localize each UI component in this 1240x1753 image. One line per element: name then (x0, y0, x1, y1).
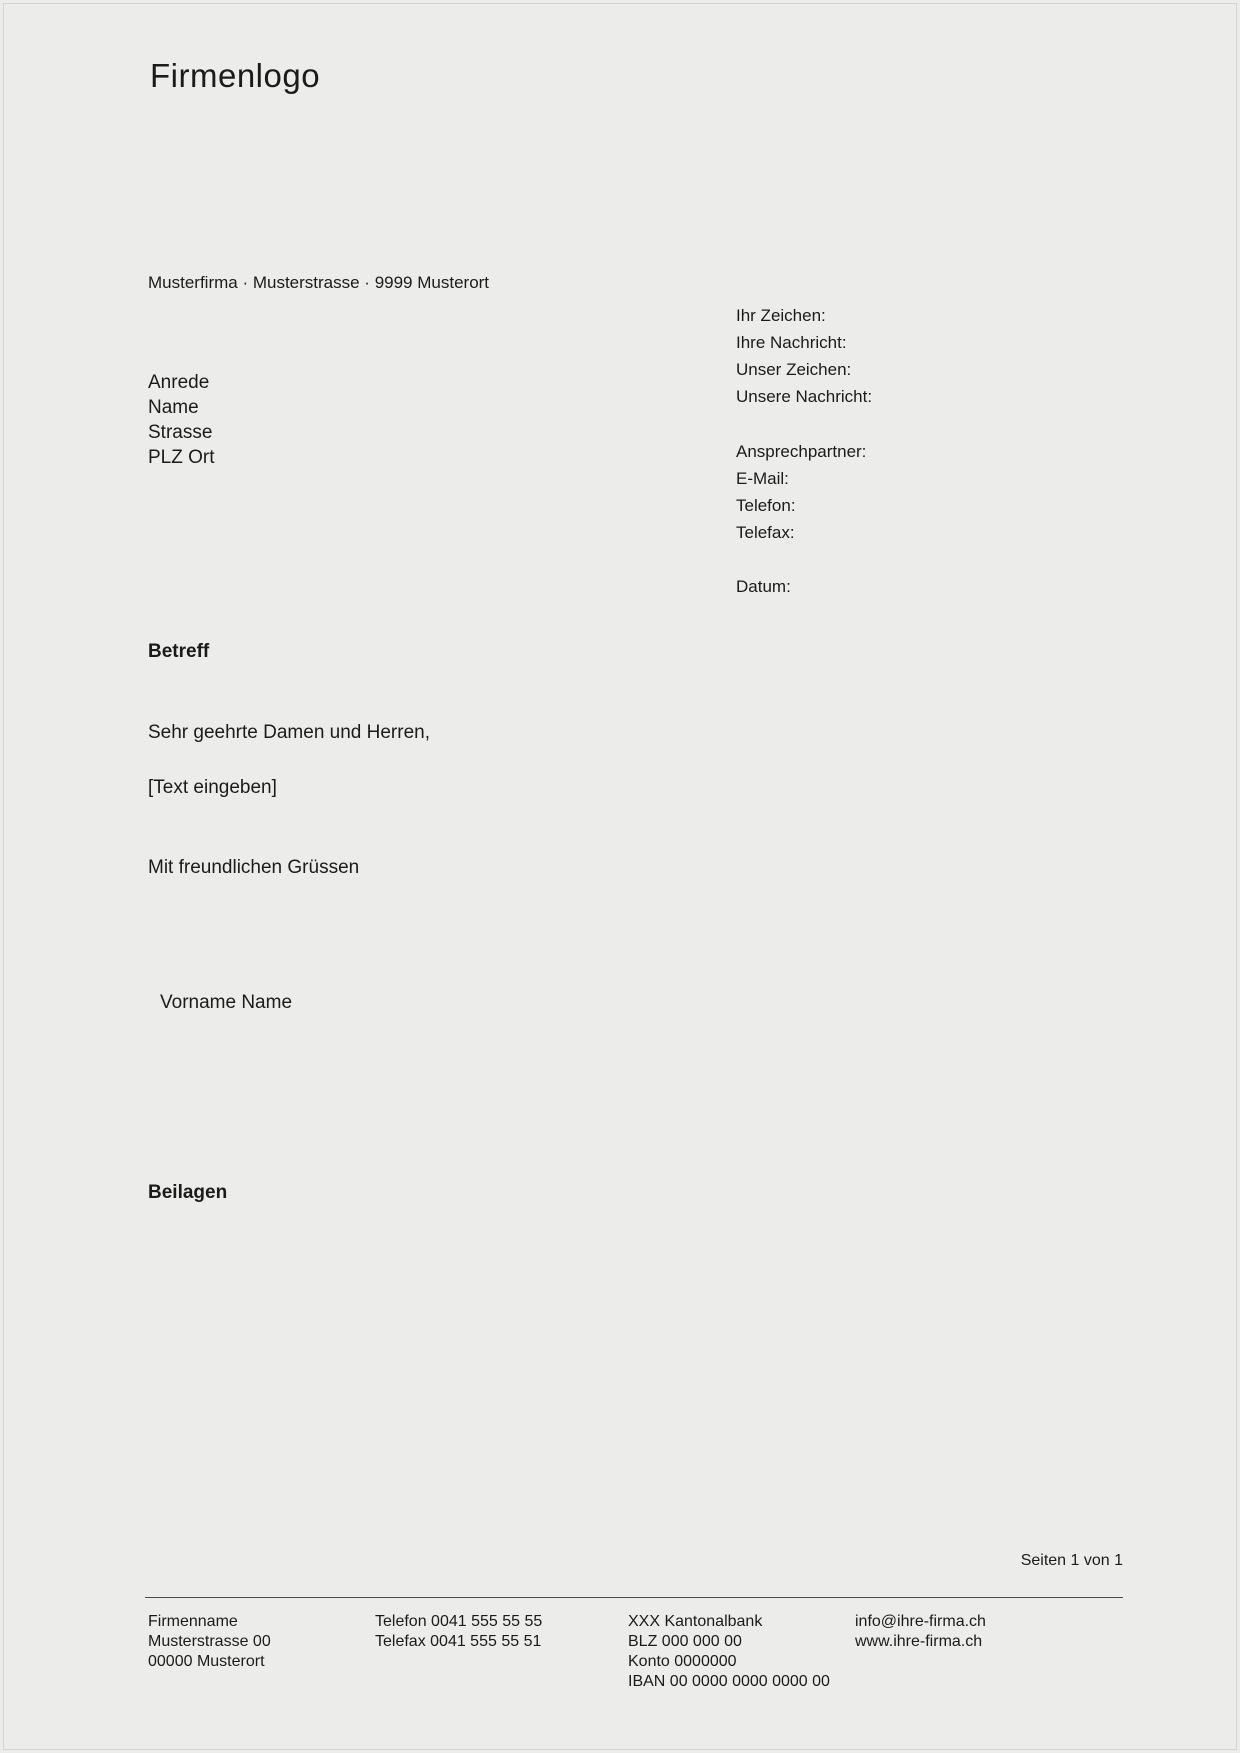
contact-labels-group (736, 438, 866, 546)
footer-company-street: Musterstrasse 00 (148, 1633, 271, 1650)
your-message-label: Ihre Nachricht: (736, 333, 847, 352)
recipient-name-line: Name (148, 397, 199, 418)
body-text-placeholder[interactable]: [Text eingeben] (148, 777, 277, 798)
salutation-line: Sehr geehrte Damen und Herren, (148, 722, 430, 743)
footer-email[interactable]: info@ihre-firma.ch (855, 1613, 986, 1630)
page-count: Seiten 1 von 1 (1020, 1552, 1123, 1569)
footer-bank-account: Konto 0000000 (628, 1653, 737, 1670)
footer-company-name: Firmenname (148, 1613, 238, 1630)
footer-bank-name: XXX Kantonalbank (628, 1613, 763, 1630)
your-reference-label: Ihr Zeichen: (736, 306, 826, 325)
footer-bank-column (628, 1612, 830, 1692)
recipient-address-block (148, 370, 215, 470)
recipient-city-line: PLZ Ort (148, 447, 215, 468)
footer-divider-line (145, 1597, 1123, 1598)
signature-name: Vorname Name (160, 992, 293, 1013)
footer-phone-column (375, 1612, 542, 1652)
subject-line: Betreff (148, 641, 210, 662)
date-label: Datum: (736, 577, 791, 596)
footer-web-column (855, 1612, 986, 1652)
footer-company-column (148, 1612, 271, 1672)
sender-return-address: Musterfirma · Musterstrasse · 9999 Musterort (148, 273, 490, 292)
footer-fax-line: Telefax 0041 555 55 51 (375, 1633, 542, 1650)
fax-label: Telefax: (736, 523, 795, 542)
footer-phone-line: Telefon 0041 555 55 55 (375, 1613, 543, 1630)
recipient-street-line: Strasse (148, 422, 213, 443)
email-label: E-Mail: (736, 469, 789, 488)
enclosures-label: Beilagen (148, 1182, 228, 1203)
phone-label: Telefon: (736, 496, 796, 515)
recipient-salutation-line: Anrede (148, 372, 210, 393)
footer-bank-blz: BLZ 000 000 00 (628, 1633, 742, 1650)
our-reference-label: Unser Zeichen: (736, 360, 852, 379)
our-message-label: Unsere Nachricht: (736, 387, 873, 406)
closing-line: Mit freundlichen Grüssen (148, 857, 360, 878)
footer-bank-iban: IBAN 00 0000 0000 0000 00 (628, 1673, 830, 1690)
footer-website[interactable]: www.ihre-firma.ch (855, 1633, 983, 1650)
reference-labels-group (736, 302, 872, 410)
footer-company-city: 00000 Musterort (148, 1653, 265, 1670)
company-logo-text: Firmenlogo (150, 57, 321, 94)
contact-person-label: Ansprechpartner: (736, 442, 867, 461)
